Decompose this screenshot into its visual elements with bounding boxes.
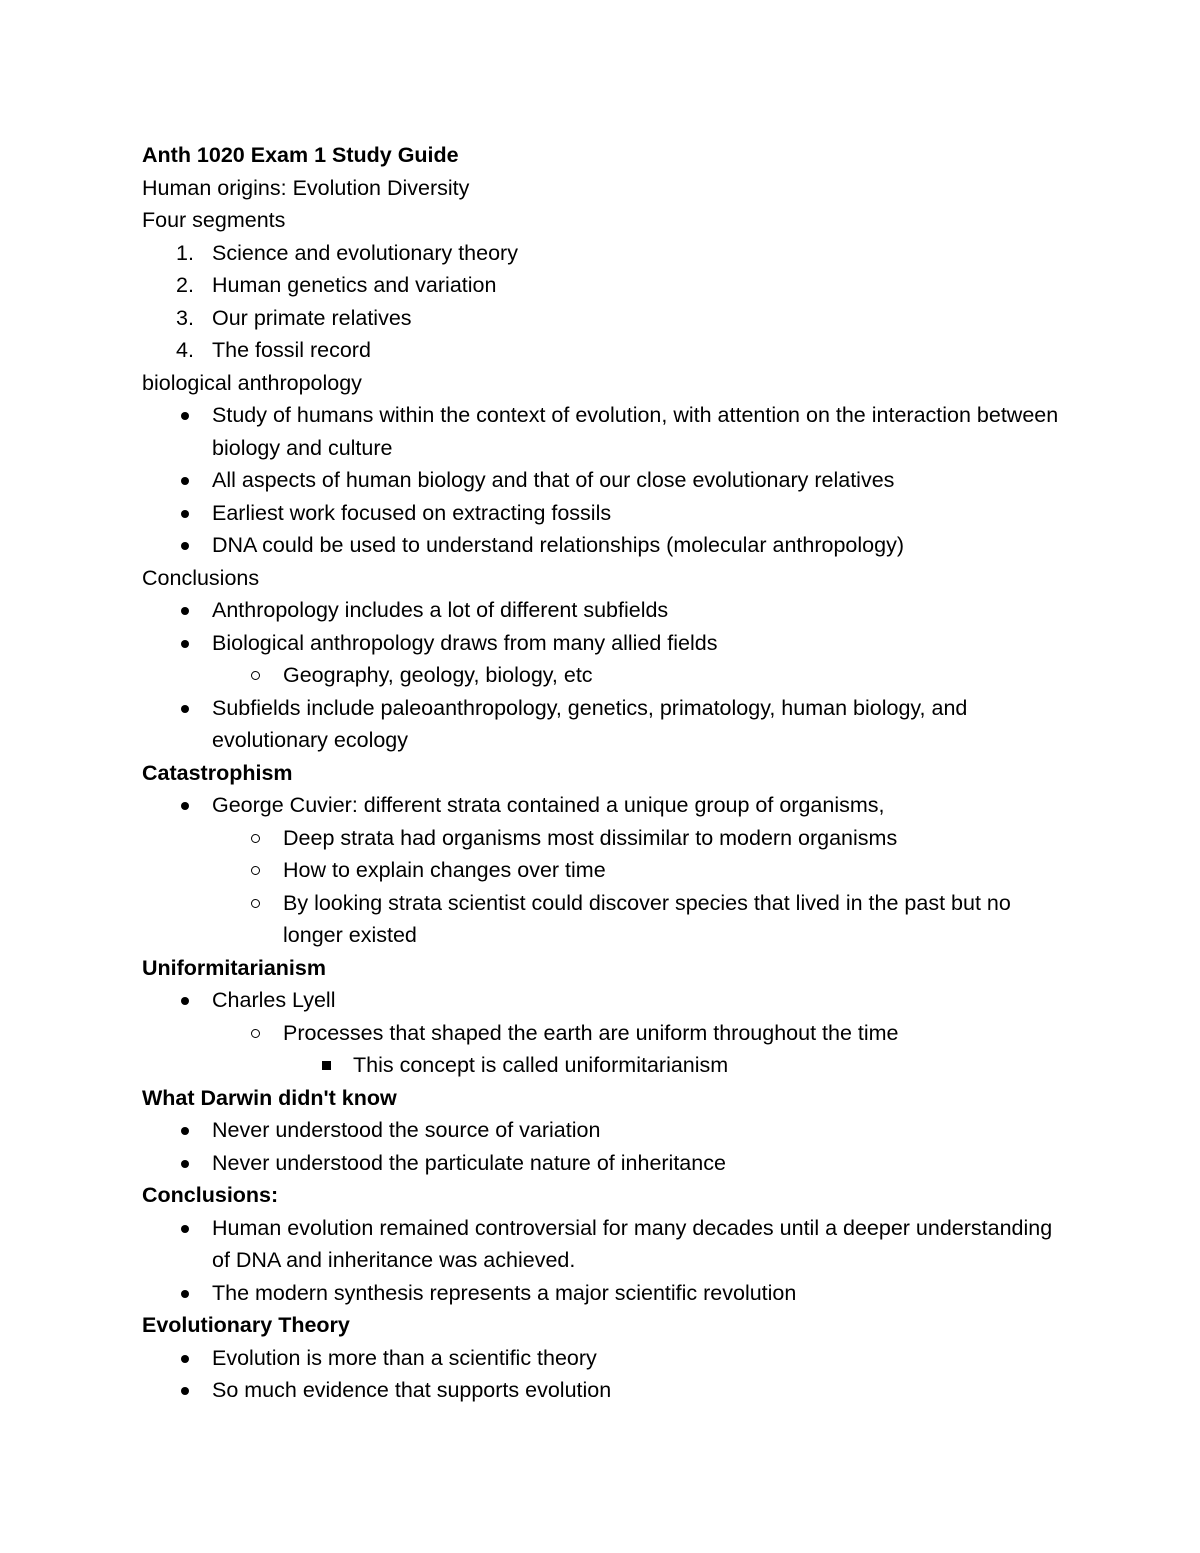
bullet-ring-icon xyxy=(251,899,260,908)
bullet-item xyxy=(142,789,1062,822)
bullet-item xyxy=(142,1212,1062,1277)
bullet-dot-icon xyxy=(181,542,189,550)
bullet-text: Biological anthropology draws from many allied fields xyxy=(212,630,718,655)
section-heading-conclusions: Conclusions xyxy=(142,565,260,590)
bullet-item xyxy=(142,594,1062,627)
bullet-ring-icon xyxy=(251,671,260,680)
bullet-item xyxy=(142,529,1062,562)
bullet-text: Geography, geology, biology, etc xyxy=(283,663,593,687)
bullet-dot-icon xyxy=(181,705,189,713)
sub-bullet-item xyxy=(142,659,1062,692)
bullet-dot-icon xyxy=(181,640,189,648)
list-number: 1. xyxy=(176,240,194,265)
bullet-text: Never understood the particulate nature of inheritance xyxy=(212,1150,726,1175)
page-title: Anth 1020 Exam 1 Study Guide xyxy=(142,143,459,167)
numbered-item xyxy=(142,269,1062,302)
bullet-dot-icon xyxy=(181,477,189,485)
bullet-text: By looking strata scientist could discover species that lived in the past but no longer existed xyxy=(283,890,1011,947)
bullet-text: The modern synthesis represents a major scientific revolution xyxy=(212,1280,797,1305)
bullet-dot-icon xyxy=(181,1160,189,1168)
sub-sub-bullet-item xyxy=(142,1049,1062,1082)
numbered-item xyxy=(142,237,1062,270)
bullet-dot-icon xyxy=(181,510,189,518)
bullet-item xyxy=(142,1342,1062,1375)
bullet-text: George Cuvier: different strata contained a unique group of organisms, xyxy=(212,793,885,817)
document-page xyxy=(142,139,1062,1407)
bullet-dot-icon xyxy=(181,412,189,420)
bullet-text: Earliest work focused on extracting fossils xyxy=(212,500,612,525)
section-heading-evolutionary-theory: Evolutionary Theory xyxy=(142,1313,350,1337)
list-item-text: The fossil record xyxy=(212,338,371,362)
bullet-text: Deep strata had organisms most dissimilar to modern organisms xyxy=(283,825,898,850)
list-item-text: Science and evolutionary theory xyxy=(212,240,518,265)
list-number: 3. xyxy=(176,305,194,330)
bullet-text: Charles Lyell xyxy=(212,988,336,1012)
bullet-text: Subfields include paleoanthropology, genetics, primatology, human biology, and evolutionary ecology xyxy=(212,695,968,752)
bullet-text: All aspects of human biology and that of our close evolutionary relatives xyxy=(212,468,895,492)
bullet-item xyxy=(142,627,1062,660)
list-number: 2. xyxy=(176,273,194,297)
bullet-text: Human evolution remained controversial for many decades until a deeper understanding of DNA and inheritance was achieved. xyxy=(212,1215,1053,1272)
bullet-text: This concept is called uniformitarianism xyxy=(353,1053,729,1077)
bullet-item xyxy=(142,1147,1062,1180)
bullet-text: Anthropology includes a lot of different subfields xyxy=(212,598,669,622)
section-heading-conclusions-2: Conclusions: xyxy=(142,1183,279,1207)
bullet-dot-icon xyxy=(181,1127,189,1135)
list-item-text: Human genetics and variation xyxy=(212,273,497,297)
bullet-dot-icon xyxy=(181,802,189,810)
section-heading-catastrophism: Catastrophism xyxy=(142,760,293,785)
bullet-dot-icon xyxy=(181,1225,189,1233)
section-heading-bio-anth: biological anthropology xyxy=(142,370,362,395)
bullet-item xyxy=(142,692,1062,757)
bullet-text: Never understood the source of variation xyxy=(212,1118,601,1142)
bullet-dot-icon xyxy=(181,1290,189,1298)
numbered-item xyxy=(142,334,1062,367)
bullet-item xyxy=(142,1374,1062,1407)
segments-heading: Four segments xyxy=(142,208,286,232)
sub-bullet-item xyxy=(142,1017,1062,1050)
bullet-text: Evolution is more than a scientific theory xyxy=(212,1345,597,1370)
bullet-ring-icon xyxy=(251,866,260,875)
bullet-item xyxy=(142,497,1062,530)
bullet-text: DNA could be used to understand relationships (molecular anthropology) xyxy=(212,533,904,557)
bullet-dot-icon xyxy=(181,1355,189,1363)
list-item-text: Our primate relatives xyxy=(212,305,412,330)
sub-bullet-item xyxy=(142,887,1062,952)
list-number: 4. xyxy=(176,338,194,362)
bullet-text: How to explain changes over time xyxy=(283,858,606,882)
bullet-text: Processes that shaped the earth are uniform throughout the time xyxy=(283,1020,899,1045)
bullet-ring-icon xyxy=(251,834,260,843)
bullet-item xyxy=(142,399,1062,464)
sub-bullet-item xyxy=(142,822,1062,855)
bullet-item xyxy=(142,1114,1062,1147)
numbered-item xyxy=(142,302,1062,335)
section-heading-darwin: What Darwin didn't know xyxy=(142,1085,397,1110)
bullet-text: So much evidence that supports evolution xyxy=(212,1378,612,1402)
bullet-ring-icon xyxy=(251,1029,260,1038)
bullet-item xyxy=(142,984,1062,1017)
bullet-text: Study of humans within the context of evolution, with attention on the interaction between biology and culture xyxy=(212,403,1059,460)
bullet-item xyxy=(142,464,1062,497)
bullet-dot-icon xyxy=(181,607,189,615)
subtitle: Human origins: Evolution Diversity xyxy=(142,175,470,200)
bullet-item xyxy=(142,1277,1062,1310)
bullet-dot-icon xyxy=(181,1387,189,1395)
bullet-square-icon xyxy=(322,1061,331,1070)
bullet-dot-icon xyxy=(181,997,189,1005)
section-heading-uniformitarianism: Uniformitarianism xyxy=(142,955,326,980)
sub-bullet-item xyxy=(142,854,1062,887)
